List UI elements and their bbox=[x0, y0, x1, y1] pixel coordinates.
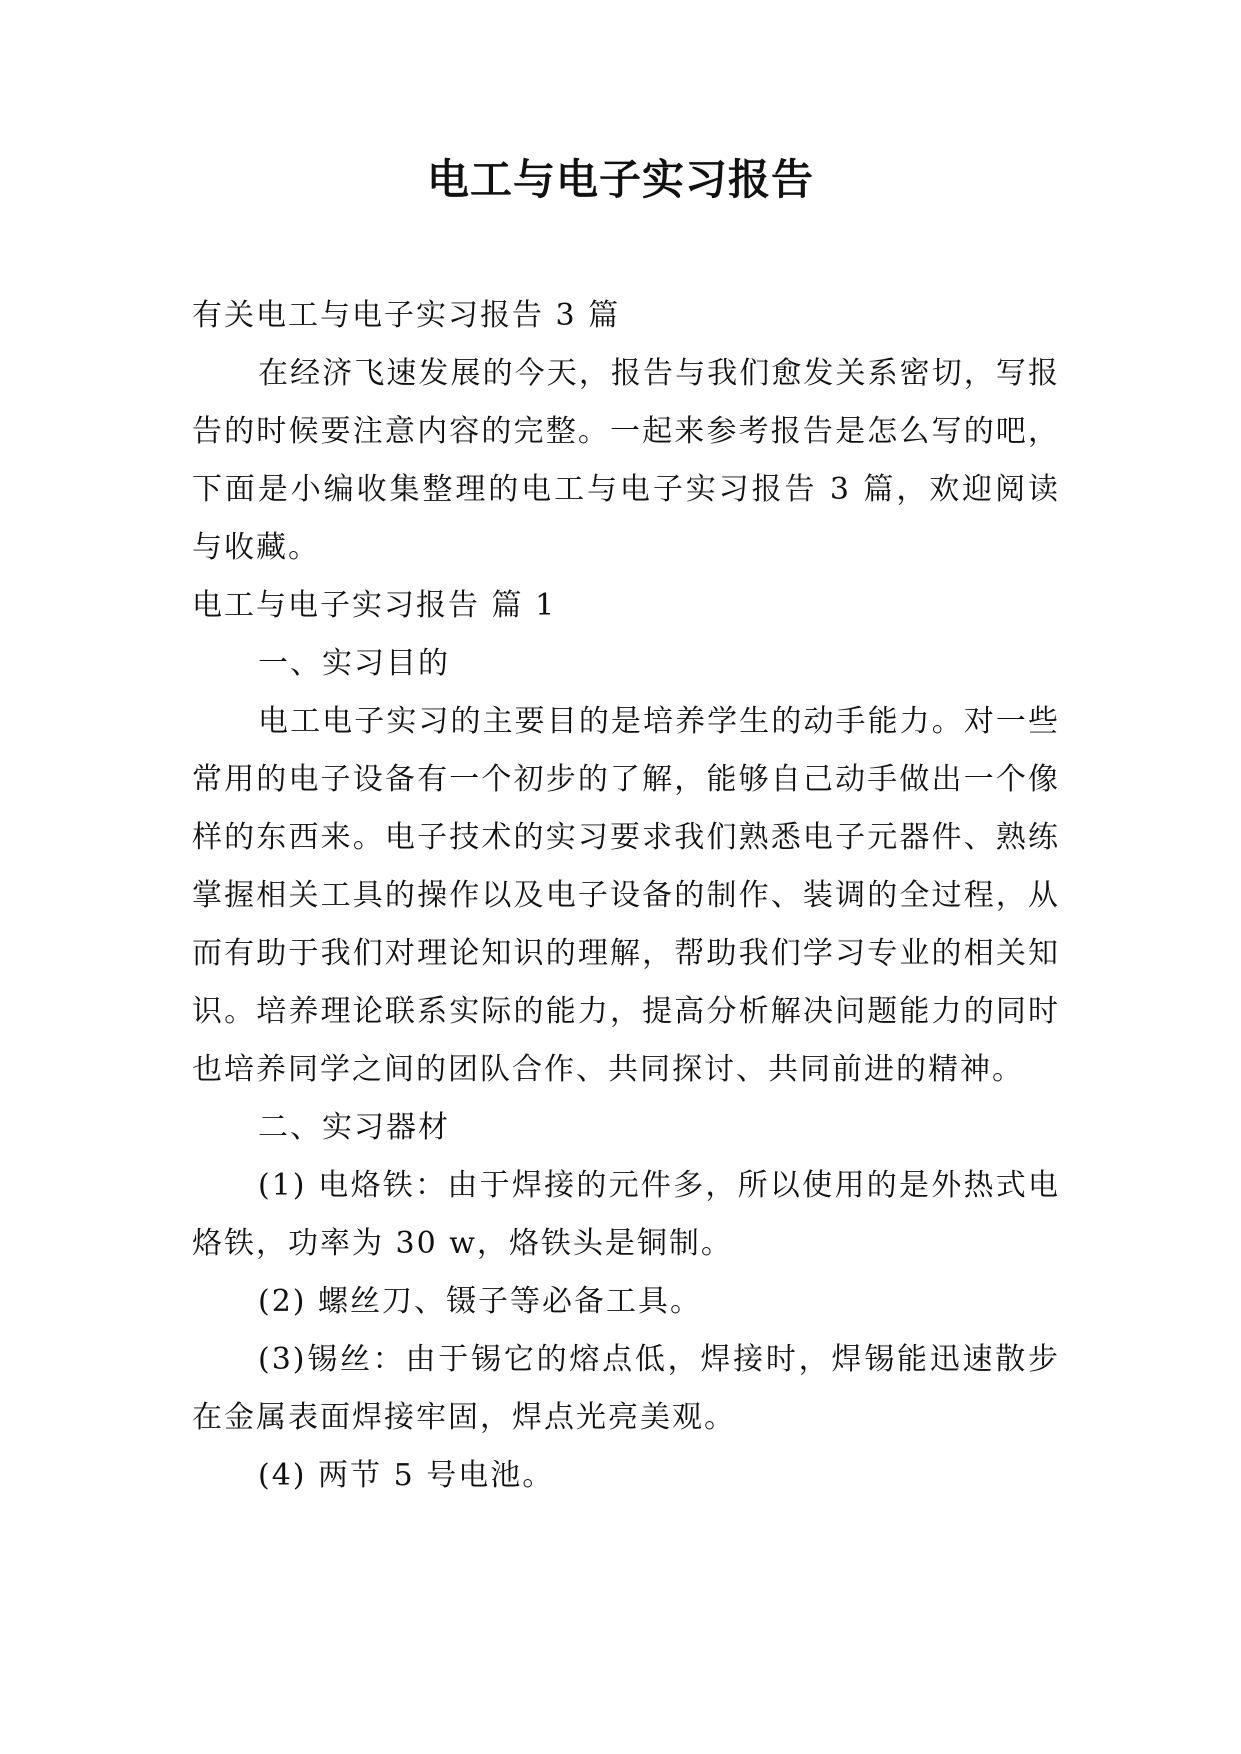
equipment-item-2: (2) 螺丝刀、镊子等必备工具。 bbox=[258, 1284, 703, 1319]
equipment-item-3: (3)锡丝：由于锡它的熔点低，焊接时，焊锡能迅速散步在金属表面焊接牢固，焊点光亮美观。 bbox=[192, 1342, 1060, 1435]
purpose-paragraph: 电工电子实习的主要目的是培养学生的动手能力。对一些常用的电子设备有一个初步的了解，能够自己动手做出一个像样的东西来。电子技术的实习要求我们熟悉电子元器件、熟练掌握相关工具的操作以及电子设备的制作、装调的全过程，从而有助于我们对理论知识的理解，帮助我们学习专业的相关知识。培养理论联系实际的能力，提高分析解决问题能力的同时也培养同学之间的团队合作、共同探讨、共同前进的精神。 bbox=[192, 704, 1060, 1087]
subheading-equipment: 二、实习器材 bbox=[258, 1110, 450, 1145]
document-title: 电工与电子实习报告 bbox=[426, 155, 814, 204]
intro-paragraph: 在经济飞速发展的今天，报告与我们愈发关系密切，写报告的时候要注意内容的完整。一起来参考报告是怎么写的吧，下面是小编收集整理的电工与电子实习报告 3 篇，欢迎阅读与收藏。 bbox=[192, 356, 1060, 565]
intro-heading: 有关电工与电子实习报告 3 篇 bbox=[192, 298, 621, 333]
section-heading: 电工与电子实习报告 篇 1 bbox=[192, 588, 557, 623]
equipment-item-4: (4) 两节 5 号电池。 bbox=[258, 1458, 555, 1493]
subheading-purpose: 一、实习目的 bbox=[258, 646, 450, 681]
document-body bbox=[192, 287, 1060, 1505]
equipment-item-1: (1) 电烙铁：由于焊接的元件多，所以使用的是外热式电烙铁，功率为 30 w，烙铁头是铜制。 bbox=[192, 1168, 1060, 1261]
